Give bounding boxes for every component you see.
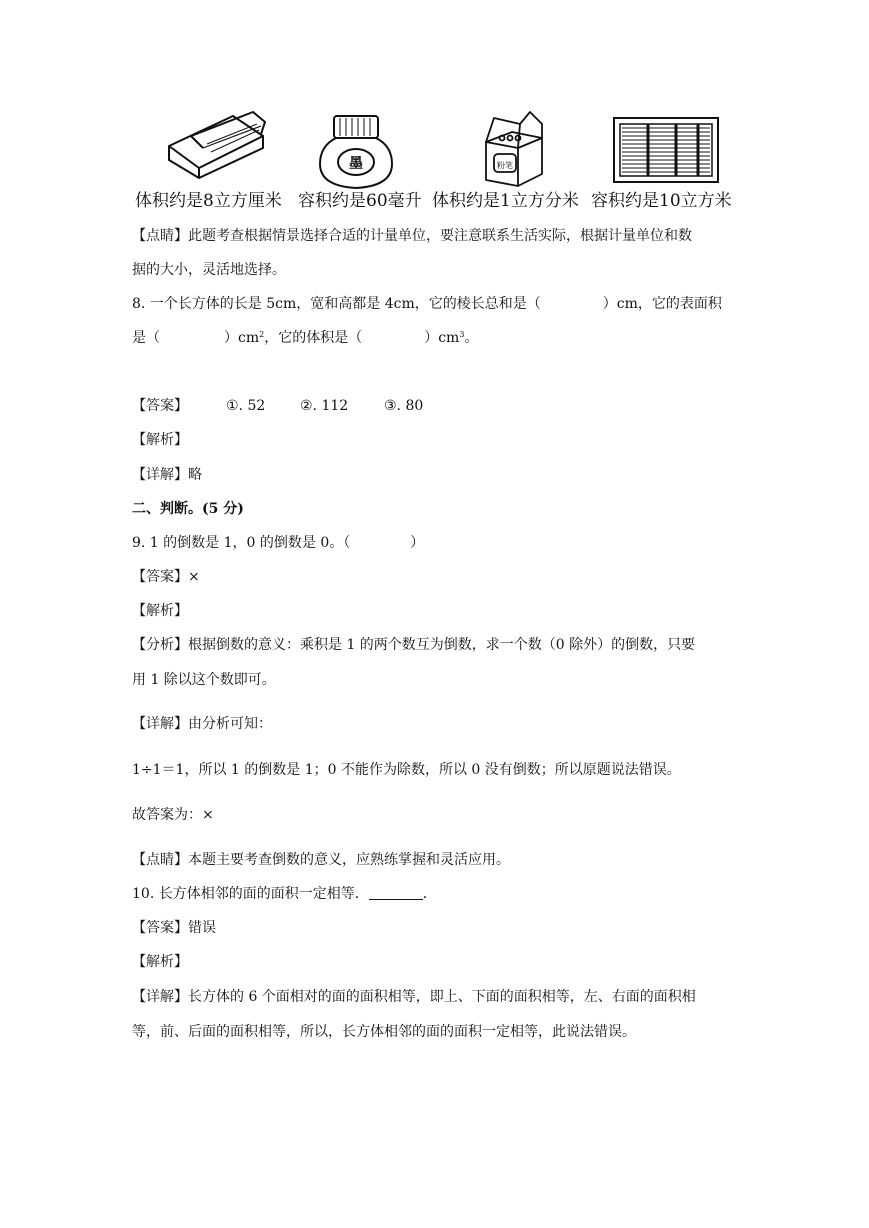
caption-container: 容积约是10立方米: [591, 191, 732, 211]
q8-text-d: ）cm: [224, 330, 260, 346]
q9-fenxi-line2: 用 1 除以这个数即可。: [132, 672, 276, 688]
q9-dianjing: 【点睛】本题主要考查倒数的意义，应熟练掌握和灵活应用。: [132, 852, 510, 868]
q10-question-end: ．: [422, 886, 437, 902]
q8-text-e: ，它的体积是（: [264, 330, 363, 346]
q9-question: [132, 533, 424, 553]
q8-answer-3: ③. 80: [384, 398, 424, 414]
q10-question: [132, 884, 437, 904]
q10-jiexi: 【解析】: [132, 954, 188, 970]
caption-chalk-box: 体积约是1立方分米: [432, 191, 579, 211]
q8-xiangjie: 【详解】略: [132, 467, 202, 483]
q8-sup-3: 3: [459, 330, 465, 339]
chalk-box-icon: [480, 108, 546, 188]
q10-answer: 【答案】错误: [132, 920, 216, 936]
q8-question-line1: [132, 294, 722, 314]
q8-text-c: 是（: [132, 330, 160, 346]
q8-text-f: ）cm: [424, 330, 460, 346]
q8-text-a: 8. 一个长方体的长是 5cm，宽和高都是 4cm，它的棱长总和是（: [132, 296, 541, 312]
q8-jiexi: 【解析】: [132, 432, 188, 448]
q9-answer: 【答案】×: [132, 569, 200, 585]
container-icon: [612, 116, 720, 184]
q8-text-b: ）cm，它的表面积: [602, 296, 722, 312]
q8-sup-2: 2: [259, 330, 265, 339]
q9-fenxi-line1: 【分析】根据倒数的意义：乘积是 1 的两个数互为倒数，求一个数（0 除外）的倒数，只要: [132, 637, 696, 653]
q9-xiangjie: 【详解】由分析可知：: [132, 716, 272, 732]
q8-question-line2: [132, 328, 478, 348]
q8-answer-2: ②. 112: [300, 398, 349, 414]
q9-calc: 1÷1＝1，所以 1 的倒数是 1；0 不能作为除数，所以 0 没有倒数；所以原题说法错误。: [132, 762, 681, 778]
q10-xiangjie-line2: 等，前、后面的面积相等，所以，长方体相邻的面的面积一定相等，此说法错误。: [132, 1024, 636, 1040]
eraser-icon: [163, 108, 267, 180]
ink-bottle-icon: [318, 112, 394, 190]
q10-blank: [369, 885, 423, 900]
chalk-box-label: 粉笔: [497, 161, 513, 170]
q7-dianjing-line1: 【点睛】此题考查根据情景选择合适的计量单位，要注意联系生活实际，根据计量单位和数: [132, 228, 692, 244]
q10-xiangjie-line1: 【详解】长方体的 6 个面相对的面的面积相等，即上、下面的面积相等，左、右面的面积相: [132, 989, 696, 1005]
q8-answer-1: ①. 52: [226, 398, 266, 414]
q9-jiexi: 【解析】: [132, 603, 188, 619]
q10-question-text: 10. 长方体相邻的面的面积一定相等．: [132, 886, 369, 902]
caption-ink-bottle: 容积约是60毫升: [298, 191, 422, 211]
q8-answer-label: 【答案】: [132, 398, 188, 414]
caption-eraser: 体积约是8立方厘米: [135, 191, 282, 211]
q7-dianjing-line2: 据的大小，灵活地选择。: [132, 262, 286, 278]
ink-label: 墨: [349, 156, 363, 172]
q9-question-end: ）: [410, 535, 425, 551]
q8-text-g: 。: [464, 330, 479, 346]
q9-conclusion: 故答案为：×: [132, 807, 214, 823]
section-heading: 二、判断。(5 分): [132, 501, 244, 517]
q9-question-text: 9. 1 的倒数是 1，0 的倒数是 0。（: [132, 535, 351, 551]
